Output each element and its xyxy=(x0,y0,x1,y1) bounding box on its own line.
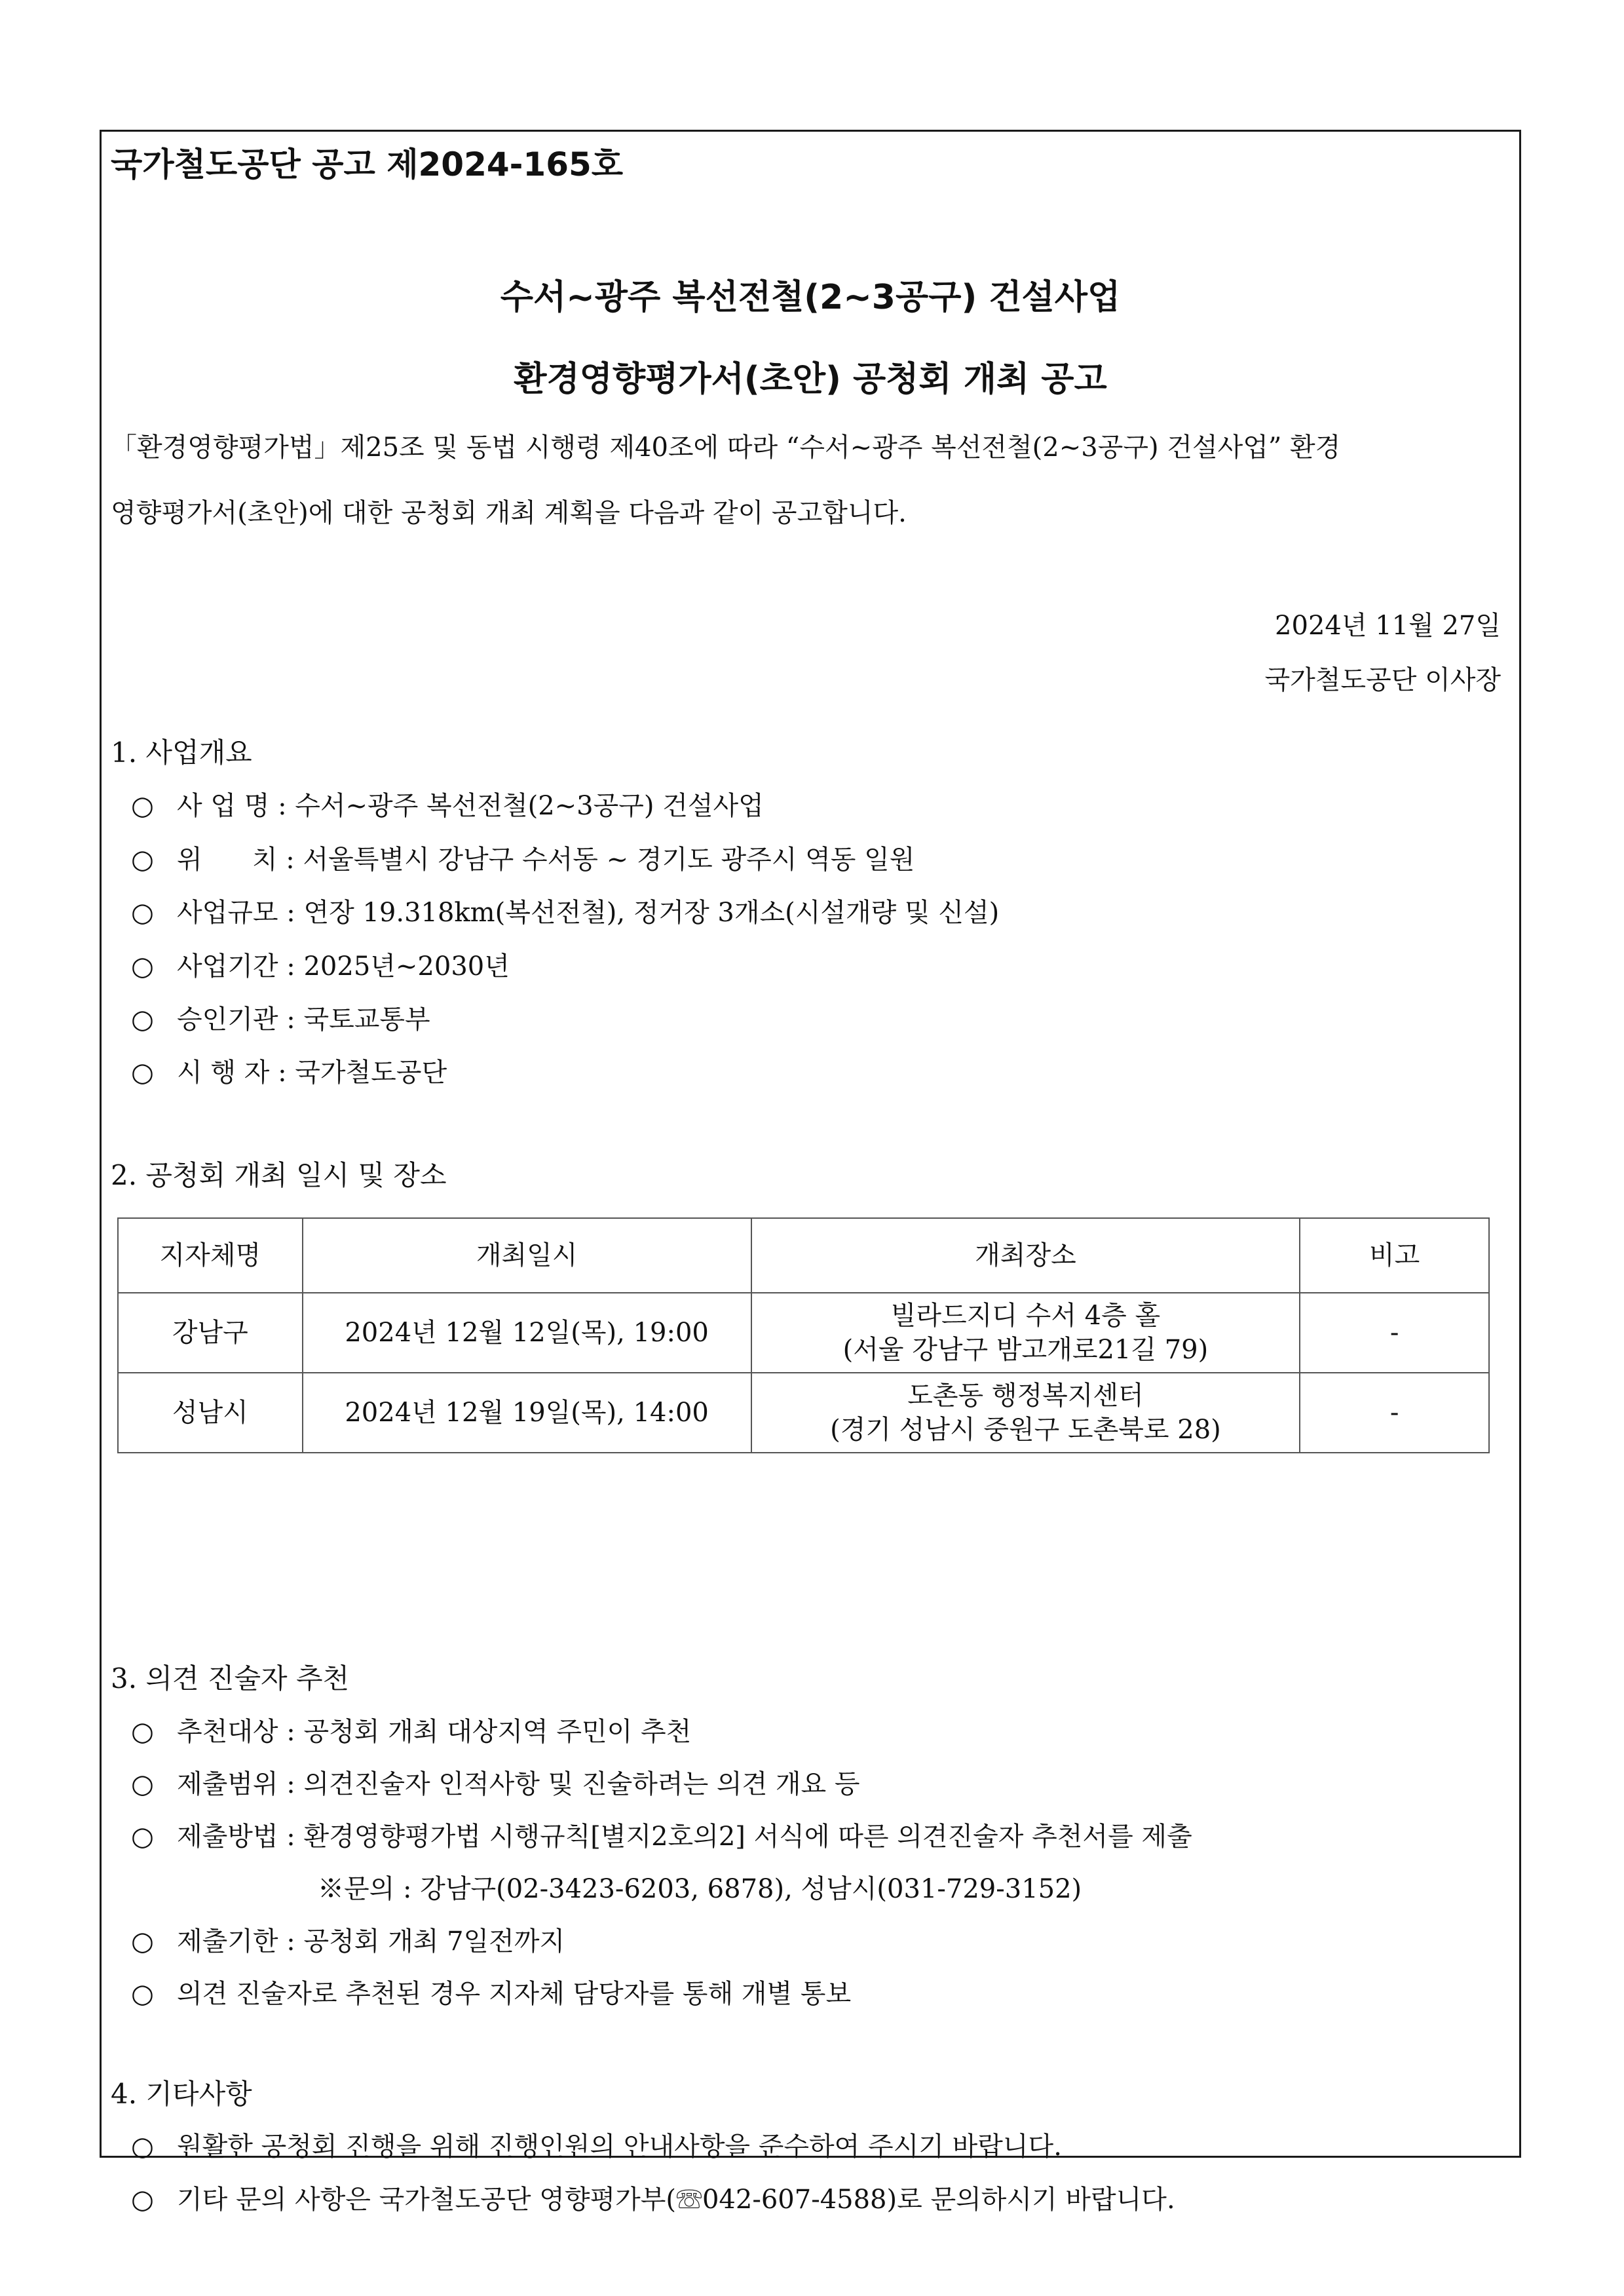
bullet-circle-icon: ○ xyxy=(131,1004,154,1035)
column-header-note: 비고 xyxy=(1300,1218,1489,1293)
datetime-cell: 2024년 12월 12일(목), 19:00 xyxy=(303,1293,751,1373)
bullet-circle-icon: ○ xyxy=(131,791,154,821)
datetime-cell: 2024년 12월 19일(목), 14:00 xyxy=(303,1373,751,1453)
project-name-item xyxy=(131,785,764,822)
notification-item xyxy=(131,1973,851,2010)
intro-line-1: 「환경영향평가법」제25조 및 동법 시행령 제40조에 따라 “수서~광주 복선전철(2~3공구) 건설사업” 환경 xyxy=(111,432,1341,463)
item-text: 시 행 자 : 국가철도공단 xyxy=(177,1058,447,1088)
contact-note: ※문의 : 강남구(02-3423-6203, 6878), 성남시(031-729-3152) xyxy=(318,1874,1082,1904)
item-text: 제출기한 : 공청회 개최 7일전까지 xyxy=(177,1926,565,1957)
project-period-item xyxy=(131,946,510,983)
notice-frame xyxy=(100,130,1521,2215)
notice-date: 2024년 11월 27일 xyxy=(1275,611,1501,641)
item-text: 제출범위 : 의견진술자 인적사항 및 진술하려는 의견 개요 등 xyxy=(177,1769,860,1799)
item-text: 위 치 : 서울특별시 강남구 수서동 ~ 경기도 광주시 역동 일원 xyxy=(177,845,915,875)
bullet-circle-icon: ○ xyxy=(131,1822,154,1852)
section-2-heading: 2. 공청회 개최 일시 및 장소 xyxy=(111,1159,447,1191)
item-text: 승인기관 : 국토교통부 xyxy=(177,1004,430,1035)
table-header-row xyxy=(118,1218,1489,1293)
column-header-datetime: 개최일시 xyxy=(303,1218,751,1293)
approval-agency-item xyxy=(131,999,430,1036)
issuer: 국가철도공단 이사장 xyxy=(1264,665,1501,695)
submission-scope-item xyxy=(131,1763,860,1801)
recommendation-target-item xyxy=(131,1711,691,1748)
submission-method-item xyxy=(131,1816,1192,1853)
bullet-circle-icon: ○ xyxy=(131,1979,154,2009)
item-text: 사업규모 : 연장 19.318km(복선전철), 정거장 3개소(시설개량 및 신설) xyxy=(177,898,1000,928)
note-cell: - xyxy=(1300,1373,1489,1453)
bullet-circle-icon: ○ xyxy=(131,1926,154,1957)
item-text: 사 업 명 : 수서~광주 복선전철(2~3공구) 건설사업 xyxy=(177,791,764,821)
venue-address: (경기 성남시 중원구 도촌북로 28) xyxy=(830,1415,1221,1445)
region-cell: 성남시 xyxy=(118,1373,303,1453)
venue-name: 도촌동 행정복지센터 xyxy=(907,1381,1144,1411)
item-text: 기타 문의 사항은 국가철도공단 영향평가부(☏042-607-4588)로 문의하시기 바랍니다. xyxy=(177,2185,1175,2215)
section-1-heading: 1. 사업개요 xyxy=(111,737,252,769)
title-line-2: 환경영향평가서(초안) 공청회 개최 공고 xyxy=(514,360,1107,399)
project-scale-item xyxy=(131,892,999,929)
bullet-circle-icon: ○ xyxy=(131,2132,154,2162)
venue-address: (서울 강남구 밤고개로21길 79) xyxy=(842,1335,1209,1365)
note-cell: - xyxy=(1300,1293,1489,1373)
bullet-circle-icon: ○ xyxy=(131,1058,154,1088)
bullet-circle-icon: ○ xyxy=(131,898,154,928)
section-4-heading: 4. 기타사항 xyxy=(111,2078,252,2110)
column-header-region: 지자체명 xyxy=(118,1218,303,1293)
executor-item xyxy=(131,1052,447,1089)
bullet-circle-icon: ○ xyxy=(131,845,154,875)
region-cell: 강남구 xyxy=(118,1293,303,1373)
column-header-venue: 개최장소 xyxy=(751,1218,1300,1293)
bullet-circle-icon: ○ xyxy=(131,1717,154,1747)
submission-deadline-item xyxy=(131,1921,565,1958)
item-text: 추천대상 : 공청회 개최 대상지역 주민이 추천 xyxy=(177,1717,692,1747)
bullet-circle-icon: ○ xyxy=(131,2185,154,2215)
item-text: 원활한 공청회 진행을 위해 진행인원의 안내사항을 준수하여 주시기 바랍니다. xyxy=(177,2132,1062,2162)
table-row xyxy=(118,1373,1489,1453)
venue-name: 빌라드지디 수서 4층 홀 xyxy=(890,1301,1161,1331)
item-text: 의견 진술자로 추천된 경우 지자체 담당자를 통해 개별 통보 xyxy=(177,1979,852,2009)
item-text: 제출방법 : 환경영향평가법 시행규칙[별지2호의2] 서식에 따른 의견진술자 추천서를 제출 xyxy=(177,1822,1192,1852)
hearing-schedule-table xyxy=(117,1217,1490,1453)
location-item xyxy=(131,839,915,876)
intro-line-2: 영향평가서(초안)에 대한 공청회 개최 계획을 다음과 같이 공고합니다. xyxy=(111,498,907,528)
notice-number: 국가철도공단 공고 제2024-165호 xyxy=(111,145,624,183)
title-line-1: 수서~광주 복선전철(2~3공구) 건설사업 xyxy=(500,278,1121,317)
guidance-item xyxy=(131,2126,1062,2163)
item-text: 사업기간 : 2025년~2030년 xyxy=(177,951,510,982)
venue-cell xyxy=(751,1373,1300,1453)
bullet-circle-icon: ○ xyxy=(131,1769,154,1799)
table-row xyxy=(118,1293,1489,1373)
bullet-circle-icon: ○ xyxy=(131,951,154,982)
section-3-heading: 3. 의견 진술자 추천 xyxy=(111,1662,350,1694)
inquiry-item xyxy=(131,2179,1175,2216)
venue-cell xyxy=(751,1293,1300,1373)
